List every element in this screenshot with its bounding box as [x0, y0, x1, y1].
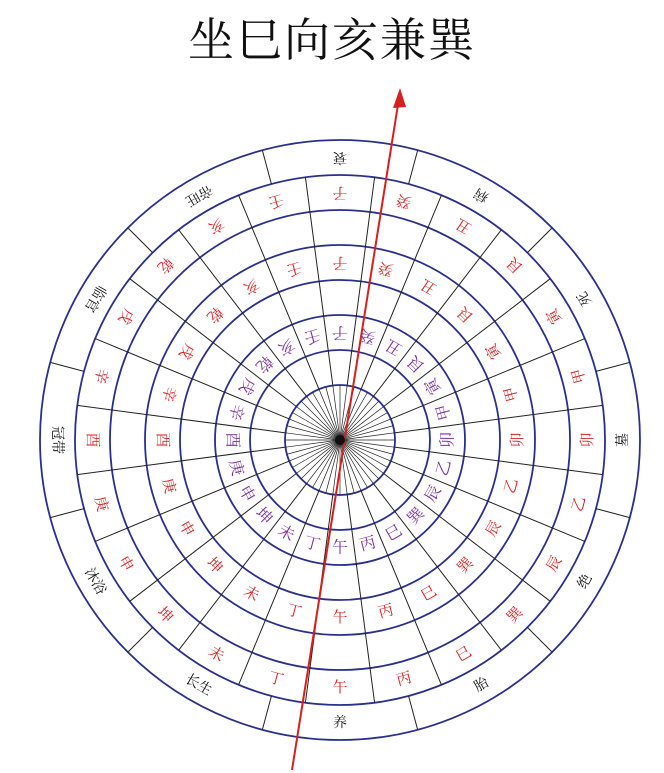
- ring-label: 艮: [453, 303, 477, 327]
- ring-label: 申: [235, 481, 260, 506]
- ring-label: 亥: [205, 214, 228, 238]
- ring-label: 甲: [432, 402, 455, 423]
- ring-label: 子: [332, 254, 348, 272]
- page-title: 坐巳向亥兼巽: [188, 13, 476, 67]
- center-spoke: [344, 441, 395, 448]
- outer-spoke: [527, 627, 552, 652]
- ring-label: 丑: [452, 214, 475, 238]
- ring-label: 胎: [471, 674, 492, 696]
- ring-label: 衰: [333, 149, 347, 165]
- ring-label: 临官: [80, 282, 109, 315]
- ring-label: 艮: [502, 253, 527, 278]
- ring-label: 卯: [508, 432, 526, 448]
- ring-label: 寅: [481, 340, 505, 363]
- ring-label: 午: [331, 537, 349, 557]
- axis-arrow-head: [393, 88, 406, 108]
- ring-label: 沐浴: [80, 565, 109, 598]
- outer-spoke: [50, 509, 84, 518]
- center-spoke: [344, 426, 393, 439]
- ring-label: 庚: [90, 494, 113, 514]
- ring-label: 长生: [182, 671, 215, 700]
- ring-label: 亥: [274, 335, 299, 360]
- outer-spoke: [128, 228, 153, 253]
- ring-label: 酉: [154, 432, 172, 448]
- ring-label: 卯: [437, 431, 457, 449]
- ring-label: 壬: [302, 325, 323, 348]
- ring-label: 寅: [542, 305, 566, 328]
- ring-label: 酉: [84, 432, 102, 448]
- ring-label: 帝旺: [182, 180, 215, 209]
- center-spoke: [341, 444, 348, 495]
- ring-label: 丁: [284, 600, 304, 622]
- ring-label: 丑: [417, 275, 440, 299]
- ring-label: 坤: [203, 553, 227, 577]
- center-spoke: [326, 387, 339, 436]
- ring-label: 巳: [381, 520, 406, 545]
- center-spoke: [333, 385, 340, 436]
- center-spoke: [307, 443, 338, 483]
- center-spoke: [287, 441, 336, 454]
- ring-label: 未: [240, 581, 263, 605]
- outer-spoke: [409, 150, 418, 184]
- inner-spoke: [347, 495, 374, 703]
- ring-label: 午: [332, 608, 348, 626]
- direction-axis: [292, 88, 406, 770]
- ring-label: 子: [331, 323, 349, 343]
- ring-label: 未: [205, 642, 228, 666]
- inner-spoke: [395, 447, 603, 474]
- center-spoke: [296, 407, 336, 438]
- center-spoke: [342, 396, 373, 436]
- ring-label: 乙: [567, 494, 590, 514]
- ring-label: 巽: [403, 503, 429, 529]
- ring-label: 乾: [203, 303, 227, 327]
- center-spoke: [301, 443, 337, 479]
- ring-label: 丙: [394, 667, 414, 690]
- outer-spoke: [409, 696, 418, 730]
- ring-label: 申: [175, 517, 199, 540]
- ring-label: 辰: [420, 481, 445, 506]
- ring-label: 乾: [153, 253, 178, 278]
- center-spoke: [343, 442, 383, 473]
- ring-label: 庚: [158, 476, 180, 496]
- ring-label: 坤: [251, 503, 277, 529]
- center-spoke: [344, 441, 393, 454]
- ring-label: 甲: [500, 384, 522, 404]
- ring-label: 戌: [114, 305, 138, 328]
- ring-label: 酉: [223, 431, 243, 449]
- outer-spoke: [596, 362, 630, 371]
- ring-label: 未: [274, 520, 299, 545]
- ring-label: 丑: [381, 335, 406, 360]
- inner-spoke: [305, 177, 332, 385]
- outer-spoke: [527, 228, 552, 253]
- inner-spoke: [395, 405, 603, 432]
- ring-label: 辰: [542, 552, 566, 575]
- center-spoke: [307, 396, 338, 436]
- ring-label: 巳: [417, 581, 440, 605]
- ring-label: 乙: [432, 457, 455, 478]
- center-spoke: [296, 442, 336, 473]
- ring-label: 养: [333, 715, 347, 731]
- ring-label: 戌: [175, 340, 199, 363]
- ring-label: 巳: [452, 642, 475, 666]
- outer-spoke: [596, 509, 630, 518]
- ring-label: 巽: [502, 602, 527, 627]
- center-dot: [335, 435, 345, 445]
- ring-label: 戌: [235, 374, 260, 399]
- outer-spoke: [128, 627, 153, 652]
- center-spoke: [285, 441, 336, 448]
- ring-label: 巽: [453, 553, 477, 577]
- ring-label: 子: [332, 184, 348, 202]
- outer-spoke: [50, 362, 84, 371]
- center-spoke: [344, 433, 395, 440]
- ring-label: 庚: [225, 457, 248, 478]
- ring-label: 辛: [90, 366, 113, 386]
- ring-label: 乙: [500, 476, 522, 496]
- outer-spoke: [262, 150, 271, 184]
- ring-label: 辛: [225, 402, 248, 423]
- ring-label: 艮: [403, 351, 429, 377]
- ring-label: 绝: [574, 571, 596, 592]
- outer-spoke: [262, 696, 271, 730]
- ring-label: 癸: [376, 258, 396, 280]
- ring-label: 卯: [578, 432, 596, 448]
- ring-label: 墓: [615, 433, 631, 447]
- ring-label: 辛: [158, 384, 180, 404]
- center-spoke: [301, 401, 337, 437]
- ring-label: 坤: [153, 602, 178, 627]
- center-spoke: [287, 426, 336, 439]
- ring-label: 亥: [240, 275, 263, 299]
- inner-spoke: [77, 405, 285, 432]
- ring-label: 甲: [567, 366, 590, 386]
- ring-label: 申: [114, 552, 138, 575]
- ring-label: 辰: [481, 517, 505, 540]
- ring-label: 癸: [357, 325, 378, 348]
- inner-spoke: [77, 447, 285, 474]
- ring-label: 丁: [266, 667, 286, 690]
- ring-label: 壬: [266, 190, 286, 213]
- ring-label: 冠带: [49, 426, 65, 454]
- ring-label: 乾: [251, 351, 277, 377]
- ring-label: 午: [332, 678, 348, 696]
- ring-label: 死: [574, 288, 596, 309]
- center-spoke: [342, 443, 373, 483]
- ring-label: 壬: [284, 258, 304, 280]
- ring-label: 癸: [394, 190, 414, 213]
- ring-label: 丙: [357, 532, 378, 555]
- ring-label: 丁: [302, 532, 323, 555]
- ring-label: 丙: [376, 600, 396, 622]
- ring-label: 病: [471, 184, 492, 206]
- center-spoke: [343, 443, 379, 479]
- ring-label: 寅: [420, 374, 445, 399]
- center-spoke: [285, 433, 336, 440]
